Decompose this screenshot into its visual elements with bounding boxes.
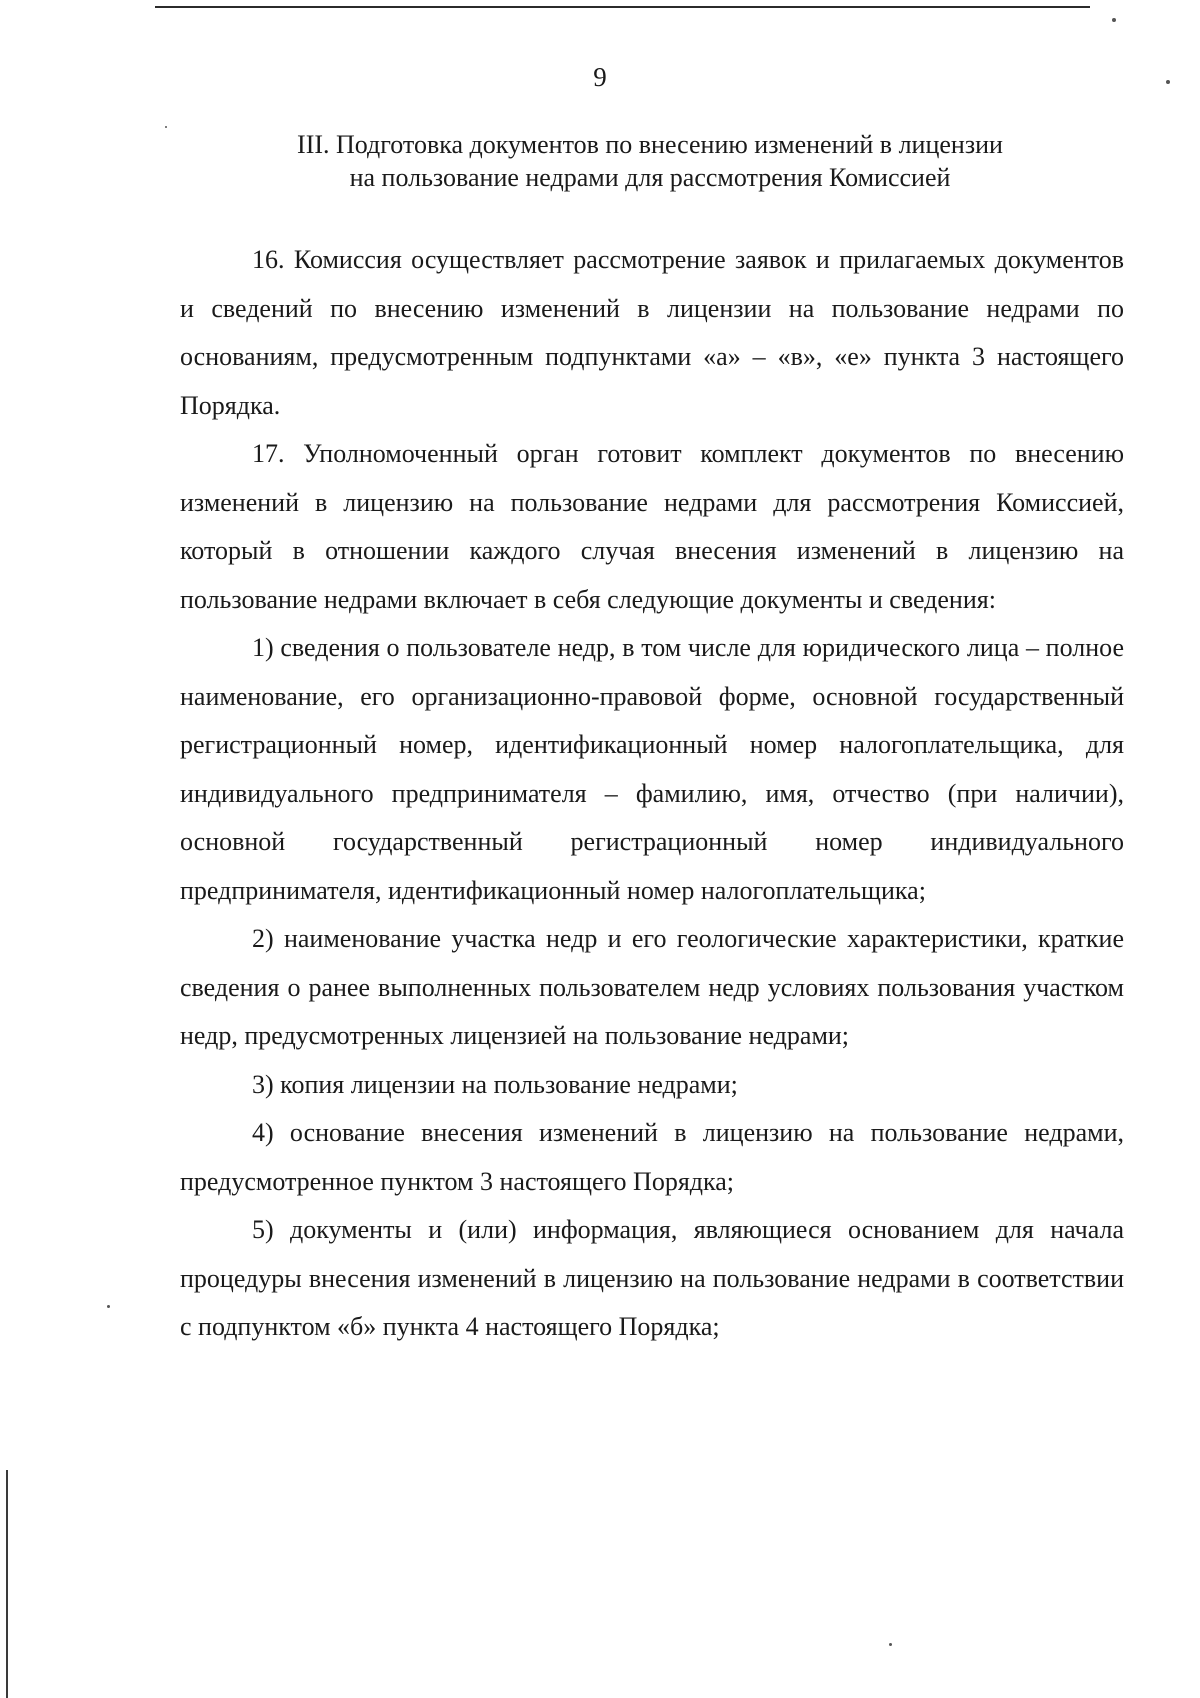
scan-speck [1112,18,1116,22]
scan-speck [1166,80,1170,84]
scan-left-border [6,1470,8,1698]
scan-speck [107,1305,110,1308]
paragraph-16: 16. Комиссия осуществляет рассмотрение заявок и прилагаемых документов и сведений по внесению изменений в лицензии на пользование недрами по основаниям, предусмотренным подпунктами «а» – «в», «е» пункта 3 настоящего Порядка. [180,245,1124,420]
paragraph-17: 17. Уполномоченный орган готовит комплект документов по внесению изменений в лицензию на пользование недрами для рассмотрения Комиссией, который в отношении каждого случая внесения изменений в лицензию на пользование недрами включает в себя следующие документы и сведения: [180,439,1124,614]
section-heading-line-2: на пользование недрами для рассмотрения Комиссией [349,163,951,192]
scan-top-border [155,6,1090,8]
list-item-1: 1) сведения о пользователе недр, в том числе для юридического лица – полное наименование, его организационно-правовой форме, основной государственный регистрационный номер, идентификационный номер налогоплательщика, для индивидуального предпринимателя – фамилию, имя, отчество (при наличии), основной государственный регистрационный номер индивидуального предпринимателя, идентификационный номер налогоплательщика; [180,633,1124,905]
list-item-3: 3) копия лицензии на пользование недрами; [252,1069,738,1099]
page-number: 9 [593,62,607,92]
section-heading [180,128,1120,194]
scan-speck [889,1643,892,1646]
scan-speck [165,126,167,128]
list-item-2: 2) наименование участка недр и его геологические характеристики, краткие сведения о ранее выполненных пользователем недр условиях пользования участком недр, предусмотренных лицензией на пользование недрами; [180,924,1124,1050]
list-item-5: 5) документы и (или) информация, являющиеся основанием для начала процедуры внесения изменений в лицензию на пользование недрами в соответствии с подпунктом «б» пункта 4 настоящего Порядка; [180,1215,1124,1341]
section-heading-line-1: III. Подготовка документов по внесению изменений в лицензии [297,130,1003,159]
document-body [180,236,1124,1352]
list-item-4: 4) основание внесения изменений в лицензию на пользование недрами, предусмотренное пунктом 3 настоящего Порядка; [180,1118,1124,1196]
